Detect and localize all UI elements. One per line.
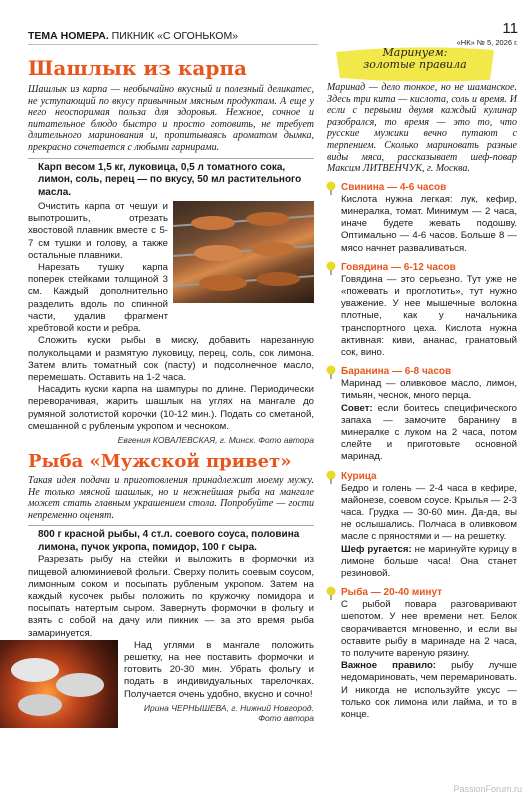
section-header [28, 30, 238, 42]
banner-line2: золотые правила [363, 58, 467, 71]
pushpin-icon [325, 470, 337, 484]
article2-ingredients: 800 г красной рыбы, 4 ст.л. соевого соуса, половина лимона, пучок укропа, помидор, 100 г сыра. [38, 529, 300, 553]
carp-photo [173, 201, 314, 303]
pushpin-icon [325, 261, 337, 275]
article2-step2: Над углями в мангале положить решетку, на нее поставить формочки и готовить 20-30 мин. Убрать фольгу и подать в индивидуальных тарелочках. Получается очень удобно, вкусно и сочно! [124, 639, 314, 700]
banner-line1: Маринуем: [382, 46, 448, 59]
issue-label: «НК» № 5, 2026 г. [456, 38, 518, 47]
chicken-text: Бедро и голень — 2-4 часа в кефире, майонезе, соевом соусе. Крылья — 2-3 часа. Грудка — 30-60 мин. Да-да, вы не ослышались. Полчаса в оливковом масле с пряностями и — на решетку. [341, 482, 517, 543]
beef-section [327, 261, 517, 359]
article1-step3: Сложить куски рыбы в миску, добавить нарезанную полукольцами и размятую луковицу, перец, соль, сок лимона. Затем влить томатный сок (пасту) и подсолнечное масло, перемешать. Оставить на 1-2 часа. [28, 335, 314, 383]
fish-rule: рыбу лучше недомариновать, чем перемариновать. И никогда не используйте уксус — только сок лимона или лайма, и то в конце. [341, 660, 518, 721]
article2-step1: Разрезать рыбу на стейки и выложить в формочки из пищевой алюминиевой фольги. Сверху полить соевым соусом, лимонным соком и посыпать рубленым укропом. Затем на каждый кусочек рыбы положить по кружочку помидора и посыпать натертым сыром. Завернуть формочки в фольгу и взять с собой на дачу или пикник — за это время рыба замаринуется. [28, 554, 314, 639]
lamb-advice: если боитесь специфического запаха — замочите баранину в минералке с луком на 2 часа, потом слейте и приготовьте основной маринад. [341, 402, 517, 463]
foil-trays-illustration [0, 640, 118, 728]
pushpin-icon [325, 586, 337, 600]
chicken-title: Курица [341, 470, 377, 482]
header-theme: ТЕМА НОМЕРА. [28, 30, 109, 42]
skewers-illustration [173, 201, 314, 303]
article2-photo-credit: Фото автора [258, 712, 314, 723]
watermark: PassionForum.ru [453, 784, 522, 794]
article1-step2a [28, 262, 168, 335]
article1-step2: Нарезать тушку карпа поперек стейками толщиной 3 см. Каждый дополнительно разделить вдоль по спинной части, удалив фрагмент хребтовой кости и ребра. [28, 262, 168, 335]
beef-title: Говядина — 6-12 часов [341, 261, 456, 273]
pork-section [327, 181, 517, 255]
marinade-lead: Маринад — дело тонкое, но не шаманское. Здесь три кита — кислота, соль и время. И если с первыми двумя каждый кулинар разобрался, то время — это то, что русские мужики вечно путают с терпением. Сколько мариновать разные виды мяса, рассказывает шеф-повар Максим ЛИТВЕНЧУК, г. Москва. [327, 82, 517, 175]
fish-rule-label: Важное правило: [341, 660, 436, 672]
page-number: 11 [502, 20, 518, 37]
lamb-text: Маринад — оливковое масло, лимон, тимьян, чеснок, много перца. [341, 378, 517, 402]
divider [28, 525, 314, 526]
pushpin-icon [325, 181, 337, 195]
banner-title [330, 47, 500, 71]
article1-lead: Шашлык из карпа — необычайно вкусный и полезный деликатес, не уступающий по вкусу привычным мясным продуктам. А еще у него неоспоримая польза для здоровья. Нежное, сочное и питательное блюдо быстро и просто готовить, не требует длительного маринования и, пропитываясь ароматом дымка, прекрасно сочетается с любыми гарнирами. [28, 84, 314, 153]
fish-photo [0, 640, 118, 728]
pork-title: Свинина — 4-6 часов [341, 181, 447, 193]
fish-section [327, 586, 517, 721]
lamb-section [327, 365, 517, 463]
article1-ingredients: Карп весом 1,5 кг, луковица, 0,5 л томатного сока, лимон, соль, перец — по вкусу, 50 мл растительного масла. [38, 161, 302, 198]
article1-step4: Насадить куски карпа на шампуры по длине. Периодически переворачивая, жарить шашлык на углях на мангале до румяной золотистой корочки (10-12 мин.). Подать со сметаной, смешанной с рубленым укропом и чесноком. [28, 384, 314, 432]
beef-text: Говядина — это серьезно. Тут уже не «пожевать и проглотить», тут нужно уважение. У нее мышечные волокна плотные, как у начальника транспортного цеха. Кислота нужна активная: киви, ананас, гранатовый сок, вино. [341, 273, 517, 358]
chicken-section [327, 470, 517, 581]
right-column [327, 82, 517, 721]
header-divider [28, 44, 318, 45]
article2-title: Рыба «Мужской привет» [28, 450, 292, 472]
left-column [28, 56, 314, 723]
lamb-advice-label: Совет: [341, 402, 373, 414]
chicken-warning-label: Шеф ругается: [341, 543, 412, 555]
divider [28, 158, 314, 159]
header-rubric: ПИКНИК «С ОГОНЬКОМ» [111, 30, 239, 42]
fish-text: С рыбой повара разговаривают шепотом. У нее времени нет. Белок сворачивается мгновенно, и если вы оставите рыбу в маринаде на 2 часа, то получите вареную рязину. [341, 599, 517, 660]
article2-lead: Такая идея подачи и приготовления принадлежит моему мужу. Не только мясной шашлык, но и нежнейшая рыба на мангале может стать главным украшением стола. Попробуйте — гости непременно оценят. [28, 474, 314, 521]
fish-title: Рыба — 20-40 минут [341, 587, 443, 599]
lamb-title: Баранина — 6-8 часов [341, 366, 452, 378]
article1-title: Шашлык из карпа [28, 56, 247, 80]
pork-text: Кислота нужна легкая: лук, кефир, минералка, томат. Минимум — 2 часа, иначе будете жевать подошву. Оптимально — 4-6 часов. Больше 8 — мясо начнет разваливаться. [341, 193, 517, 254]
chicken-warning: не маринуйте курицу в лимоне больше часа! Она станет резиновой. [341, 543, 517, 580]
article1-signature: Евгения КОВАЛЕВСКАЯ, г. Минск. Фото автора [117, 434, 314, 445]
pushpin-icon [325, 365, 337, 379]
article2-signature: Ирина ЧЕРНЫШЕВА, г. Нижний Новгород. [143, 702, 314, 713]
article1-step1: Очистить карпа от чешуи и выпотрошить, отрезать хвостовой плавник вместе с 5-7 см тушки и голову, а также остальные плавники. [28, 201, 168, 261]
